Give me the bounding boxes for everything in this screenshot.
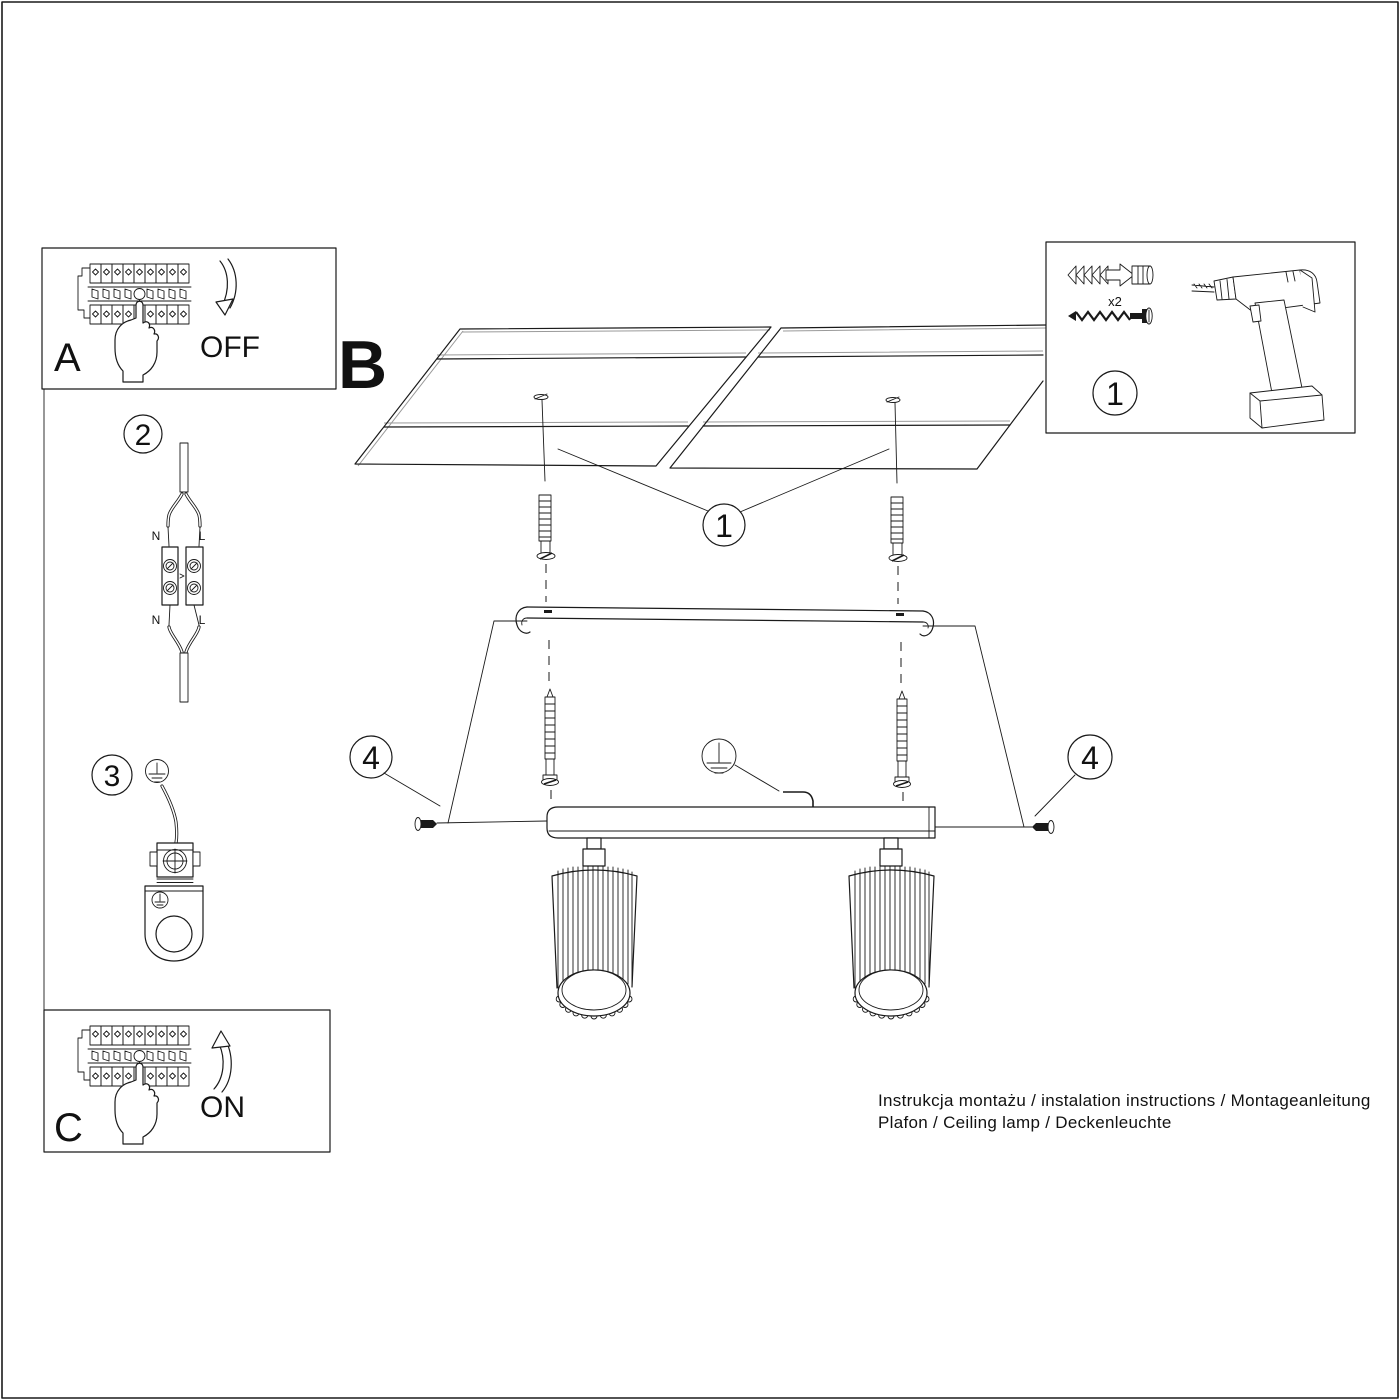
page-border	[2, 2, 1398, 1398]
side-screw-right	[935, 821, 1054, 834]
callout-4-left	[350, 736, 440, 806]
hole-guide-lines	[542, 400, 897, 483]
parts-kit-box	[1046, 242, 1355, 433]
ceiling-panels	[355, 325, 1046, 483]
cable-bottom	[180, 653, 188, 702]
breaker-panel-icon	[78, 264, 191, 382]
circle-3-number: 3	[103, 760, 121, 793]
terminal-block	[162, 547, 203, 605]
ceiling-hole-left	[534, 394, 548, 400]
step-3-diagram	[92, 755, 203, 961]
ceiling-hole-right	[886, 397, 900, 403]
quantity-label: x2	[1108, 294, 1122, 309]
circle-4-right-number: 4	[1081, 740, 1099, 776]
step-2-diagram	[124, 415, 206, 702]
off-arrow-icon	[216, 259, 236, 315]
callout-1	[558, 449, 889, 546]
ground-symbol-icon	[146, 760, 169, 783]
ground-wire	[162, 786, 177, 843]
on-label: ON	[200, 1091, 245, 1124]
lamp-stem-left	[583, 838, 605, 866]
footer-line-1: Instrukcja montażu / instalation instructions / Montageanleitung	[878, 1091, 1371, 1110]
ground-symbol-icon	[702, 739, 736, 773]
lamp-stem-right	[880, 838, 902, 866]
cable-top	[180, 443, 188, 492]
earth-wire	[783, 792, 813, 807]
step-b-label: B	[338, 327, 388, 403]
step-a-panel	[42, 248, 336, 389]
footer-line-2: Plafon / Ceiling lamp / Deckenleuchte	[878, 1113, 1172, 1132]
alignment-dashed-guides	[546, 564, 903, 806]
ground-lug	[145, 879, 203, 961]
step-c-label: C	[54, 1106, 83, 1150]
projection-lines	[448, 621, 1024, 827]
wire-label-l-bottom: L	[198, 613, 206, 627]
circle-1-main-number: 1	[715, 508, 733, 544]
wires-bottom	[169, 605, 199, 652]
wire-label-l-top: L	[198, 529, 206, 543]
callout-4-right	[1035, 735, 1112, 816]
wall-plug-right	[889, 497, 907, 562]
step-a-label: A	[54, 336, 81, 380]
ground-callout	[702, 739, 813, 807]
breaker-panel-icon	[78, 1026, 191, 1144]
off-label: OFF	[200, 331, 260, 364]
lamp-base	[547, 807, 935, 838]
side-screw-left	[415, 818, 547, 831]
on-arrow-icon	[212, 1031, 231, 1092]
wire-label-n-bottom: N	[151, 613, 161, 627]
wires-top	[168, 494, 200, 546]
circle-1-kit-number: 1	[1106, 376, 1124, 412]
wall-plug-left	[537, 495, 555, 560]
step-c-panel	[44, 1010, 330, 1152]
mounting-screw-left	[542, 689, 559, 786]
ground-terminal	[150, 843, 200, 877]
lamp-shade-left	[552, 866, 637, 1019]
circle-4-left-number: 4	[362, 740, 380, 776]
mounting-screw-right	[894, 691, 911, 788]
mounting-bracket	[516, 607, 933, 636]
wire-label-n-top: N	[151, 529, 161, 543]
lamp-shade-right	[849, 866, 934, 1019]
step-c-border	[44, 1010, 330, 1152]
circle-2-number: 2	[134, 419, 152, 452]
